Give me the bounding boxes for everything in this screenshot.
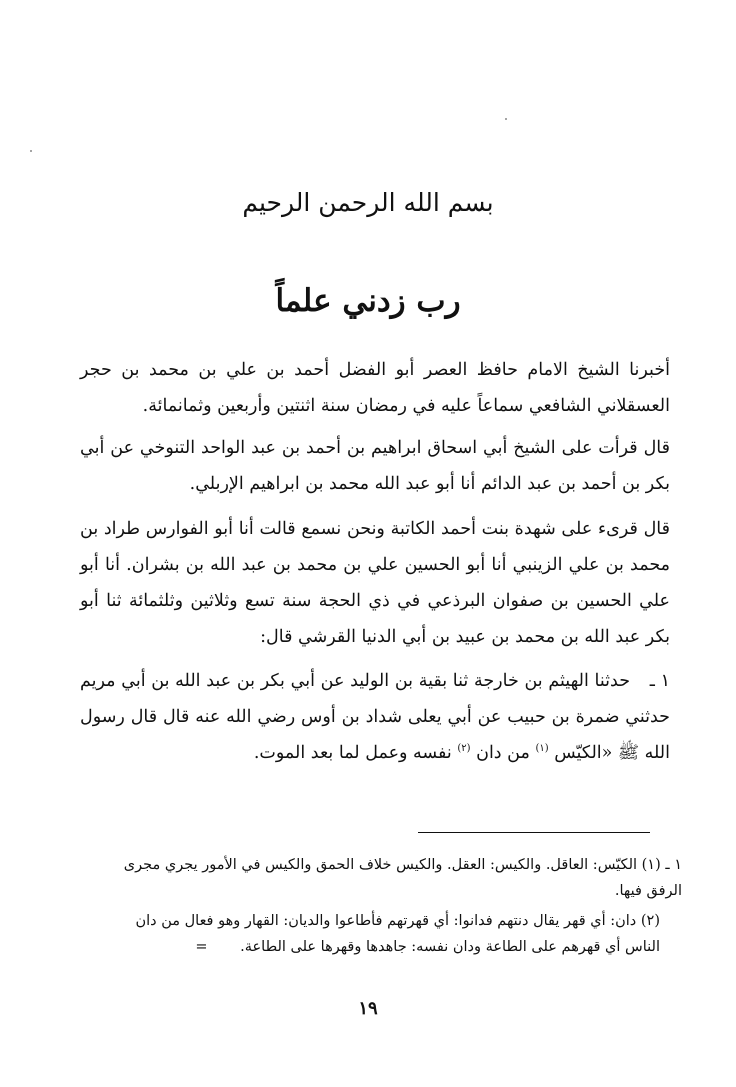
footnote-ref-1[interactable]: (١) (535, 743, 549, 755)
hadith-text-main: حدثنا الهيثم بن خارجة ثنا بقية بن الوليد عن أبي بكر بن عبد الله بن أبي مريم حدثني ضمرة بن حبيب عن أبي يعلى شداد بن أوس رضي الله عنه قال قال رسول الله ﷺ «الكيّس (80, 671, 670, 763)
footnote-divider (418, 832, 650, 833)
paragraph-isnad-3: قال قرىء على شهدة بنت أحمد الكاتبة ونحن نسمع قالت أنا أبو الفوارس طراد بن محمد بن علي الزينبي أنا أبو الحسين علي بن محمد بن عبد الله بن بشران. أنا أبو علي الحسين بن صفوان البرذعي في ذي الحجة سنة تسع وثلاثين وثلثمائة ثنا أبو بكر عبد الله بن محمد بن عبيد بن أبي الدنيا القرشي قال: (80, 519, 670, 647)
scan-speck (505, 118, 507, 120)
hadith-paragraph (80, 663, 670, 771)
hadith-text-end: نفسه وعمل لما بعد الموت. (253, 743, 452, 763)
hadith-text-mid: من دان (476, 743, 530, 763)
paragraph-isnad-2: قال قرأت على الشيخ أبي اسحاق ابراهيم بن أحمد بن عبد الواحد التنوخي عن أبي بكر بن أحمد بن عبد الدائم أنا أبو عبد الله محمد بن ابراهيم الإربلي. (80, 438, 670, 494)
hadith-number: ١ ـ (649, 671, 670, 691)
footnote-ref-2[interactable]: (٢) (457, 743, 471, 755)
continuation-mark: = (195, 939, 208, 955)
footnotes (100, 852, 682, 964)
basmala: بسم الله الرحمن الرحيم (242, 188, 494, 217)
paragraph-isnad-1: أخبرنا الشيخ الامام حافظ العصر أبو الفضل أحمد بن علي بن محمد بن حجر العسقلاني الشافعي سماعاً عليه في رمضان سنة اثنتين وأربعين وثمانمائة. (80, 360, 670, 416)
footnote-2 (100, 908, 682, 960)
footnote-2-text: (٢) دان: أي قهر يقال دنتهم فدانوا: أي قهرتهم فأطاعوا والديان: القهار وهو فعال من دان الناس أي قهرهم على الطاعة ودان نفسه: جاهدها وقهرها على الطاعة. (135, 913, 660, 955)
footnote-1: ١ ـ (١) الكيّس: العاقل. والكيس: العقل. والكيس خلاف الحمق والكيس في الأمور يجري مجرى الرفق فيها. (123, 857, 682, 899)
page-number: ١٩ (358, 998, 378, 1019)
page-heading: رب زدني علماً (275, 283, 461, 319)
scan-speck (30, 150, 32, 152)
